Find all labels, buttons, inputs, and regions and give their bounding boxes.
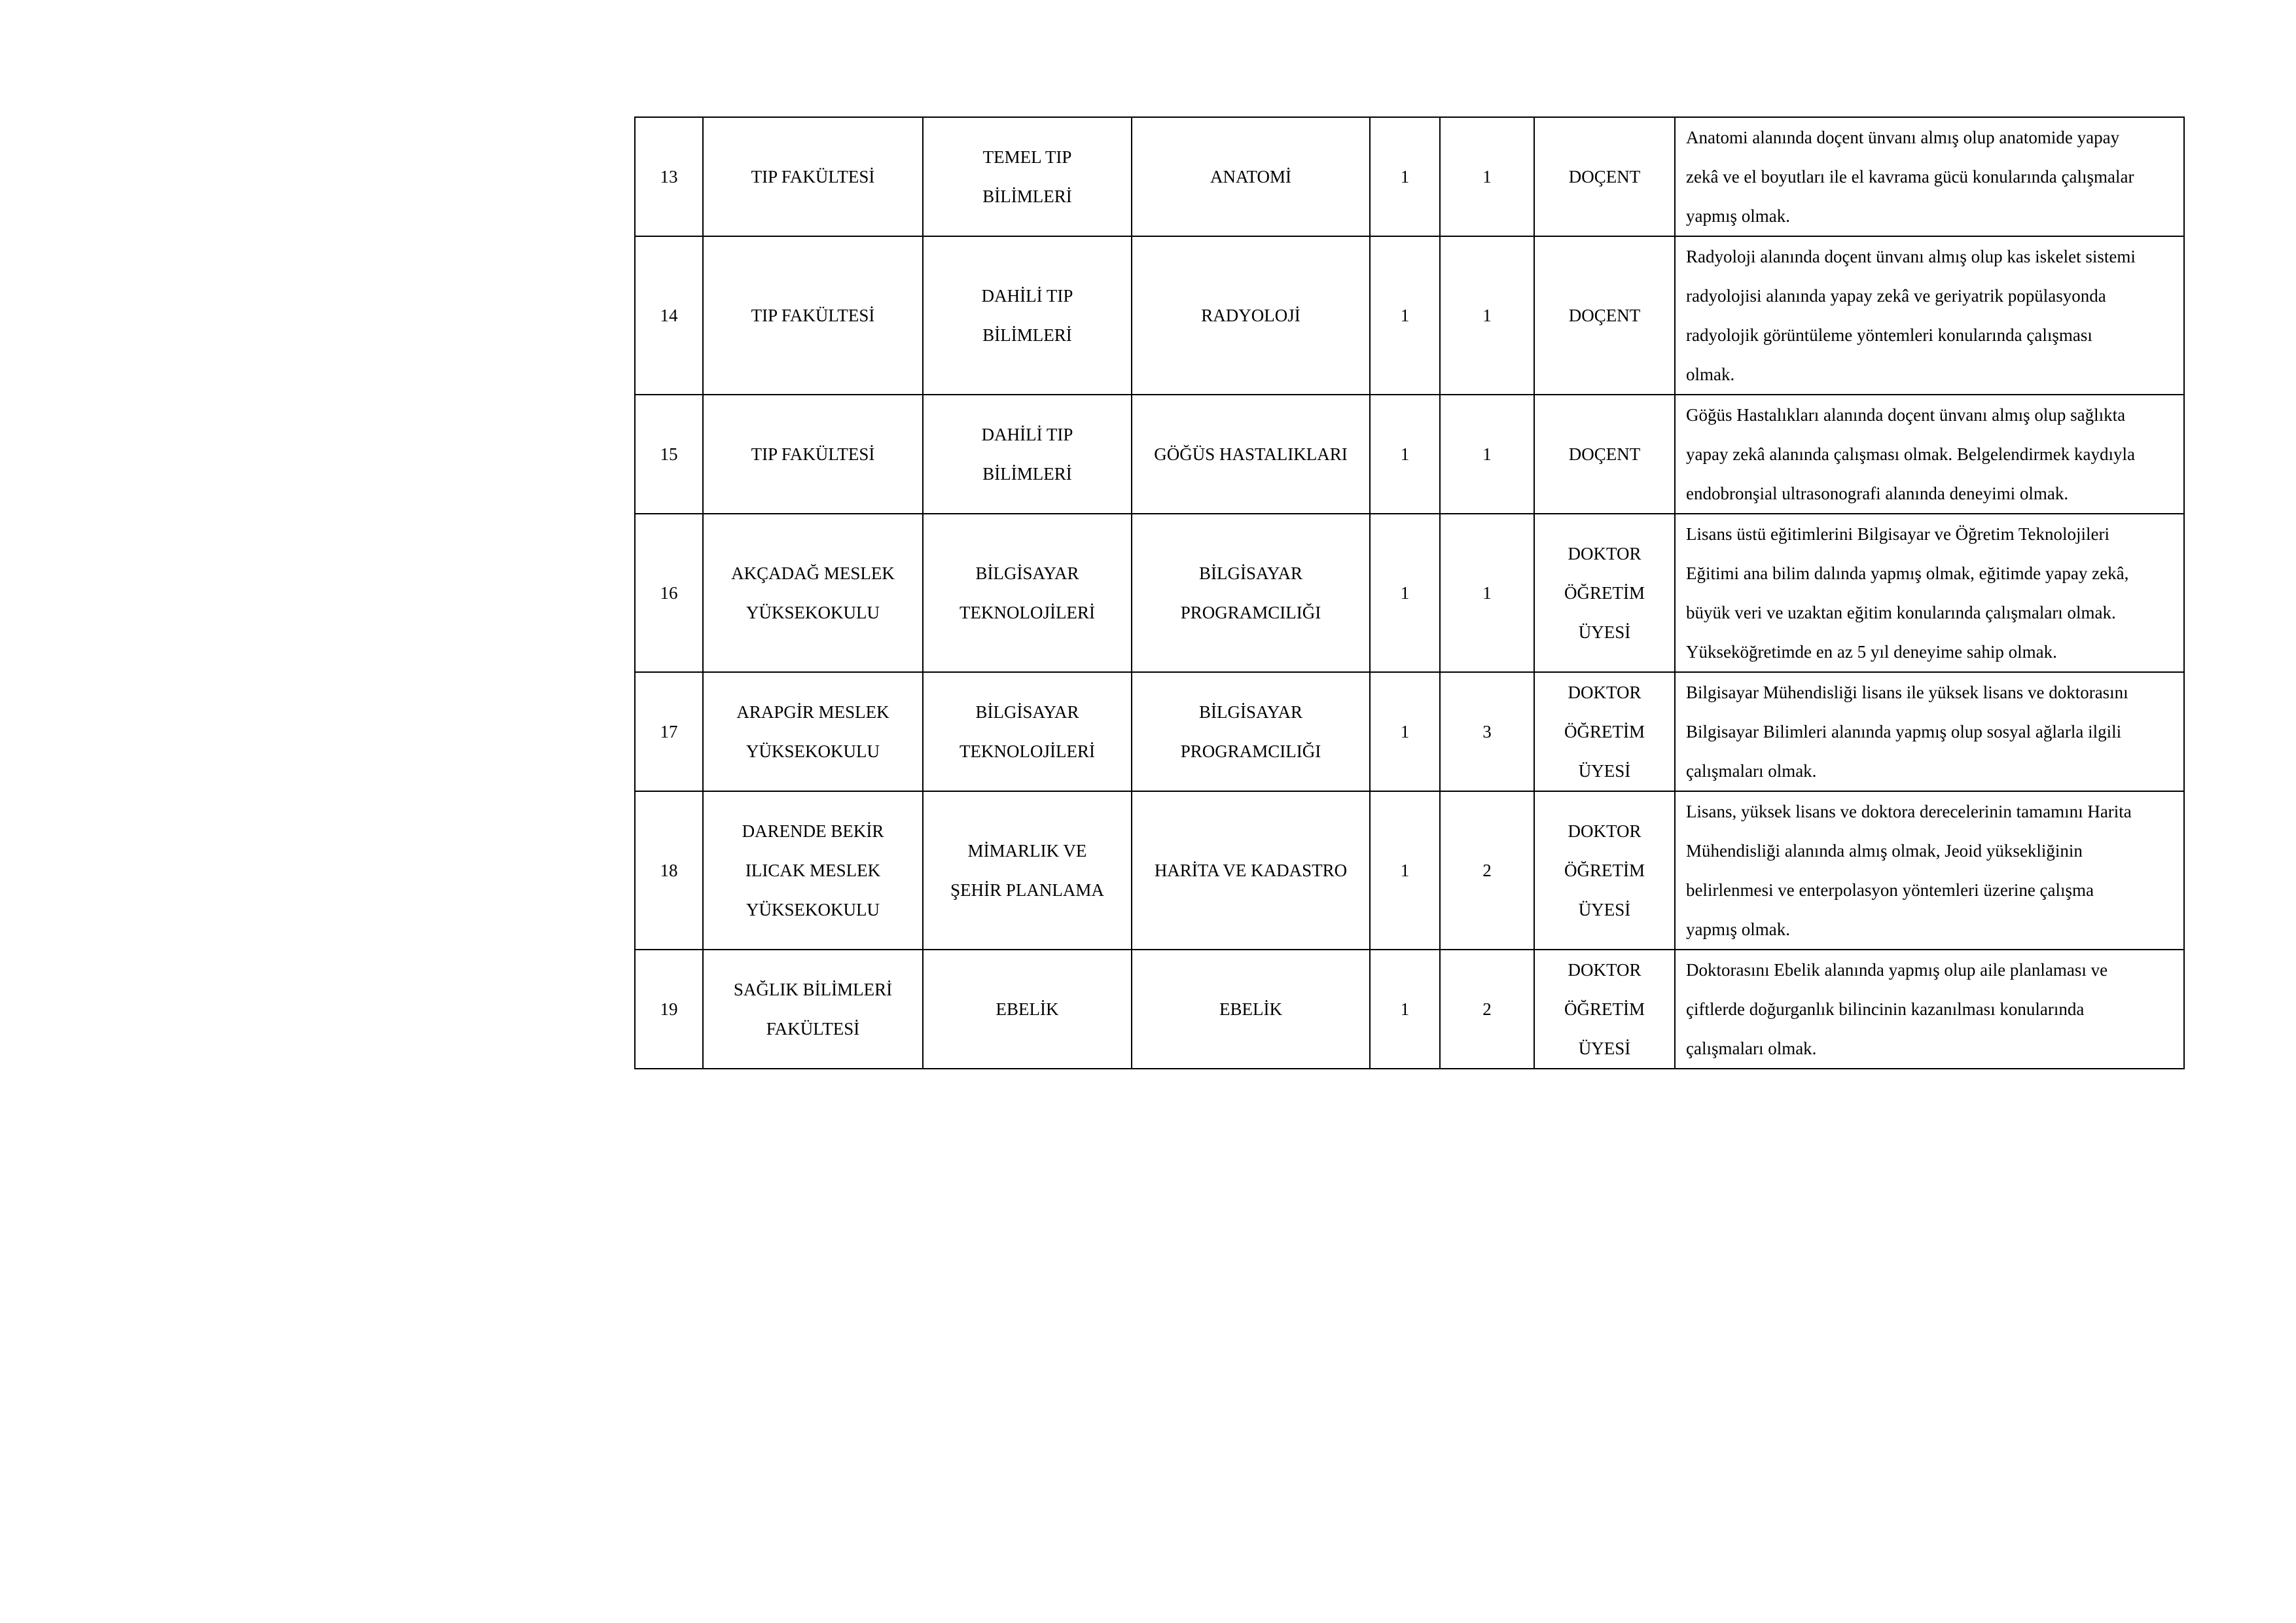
department-cell: DAHİLİ TIP BİLİMLERİ <box>923 236 1132 395</box>
program-cell: ANATOMİ <box>1132 117 1370 236</box>
department-cell: MİMARLIK VE ŞEHİR PLANLAMA <box>923 791 1132 950</box>
title-cell: DOÇENT <box>1534 117 1675 236</box>
unit-cell: AKÇADAĞ MESLEK YÜKSEKOKULU <box>703 514 923 672</box>
department-cell: TEMEL TIP BİLİMLERİ <box>923 117 1132 236</box>
program-cell: RADYOLOJİ <box>1132 236 1370 395</box>
table-row <box>635 395 2184 514</box>
count-b-cell: 2 <box>1440 791 1534 950</box>
program-cell: BİLGİSAYAR PROGRAMCILIĞI <box>1132 514 1370 672</box>
table-row <box>635 672 2184 791</box>
description-cell: Lisans üstü eğitimlerini Bilgisayar ve Öğretim Teknolojileri Eğitimi ana bilim dalında yapmış olmak, eğitimde yapay zekâ, büyük veri ve uzaktan eğitim konularında çalışmaları olmak. Yükseköğretimde en az 5 yıl deneyime sahip olmak. <box>1675 514 2184 672</box>
count-a-cell: 1 <box>1370 791 1440 950</box>
positions-table <box>634 116 2185 1069</box>
count-a-cell: 1 <box>1370 117 1440 236</box>
row-number: 14 <box>635 236 703 395</box>
row-number: 18 <box>635 791 703 950</box>
title-cell: DOÇENT <box>1534 395 1675 514</box>
row-number: 19 <box>635 950 703 1069</box>
unit-cell: TIP FAKÜLTESİ <box>703 395 923 514</box>
department-cell: DAHİLİ TIP BİLİMLERİ <box>923 395 1132 514</box>
table-row <box>635 791 2184 950</box>
count-a-cell: 1 <box>1370 395 1440 514</box>
count-b-cell: 2 <box>1440 950 1534 1069</box>
unit-cell: SAĞLIK BİLİMLERİ FAKÜLTESİ <box>703 950 923 1069</box>
description-cell: Anatomi alanında doçent ünvanı almış olup anatomide yapay zekâ ve el boyutları ile el kavrama gücü konularında çalışmalar yapmış olmak. <box>1675 117 2184 236</box>
unit-cell: TIP FAKÜLTESİ <box>703 117 923 236</box>
count-a-cell: 1 <box>1370 236 1440 395</box>
count-b-cell: 1 <box>1440 514 1534 672</box>
description-cell: Lisans, yüksek lisans ve doktora derecelerinin tamamını Harita Mühendisliği alanında almış olmak, Jeoid yüksekliğinin belirlenmesi ve enterpolasyon yöntemleri üzerine çalışma yapmış olmak. <box>1675 791 2184 950</box>
program-cell: BİLGİSAYAR PROGRAMCILIĞI <box>1132 672 1370 791</box>
program-cell: EBELİK <box>1132 950 1370 1069</box>
title-cell: DOÇENT <box>1534 236 1675 395</box>
description-cell: Bilgisayar Mühendisliği lisans ile yüksek lisans ve doktorasını Bilgisayar Bilimleri alanında yapmış olup sosyal ağlarla ilgili çalışmaları olmak. <box>1675 672 2184 791</box>
row-number: 17 <box>635 672 703 791</box>
table-row <box>635 950 2184 1069</box>
description-cell: Doktorasını Ebelik alanında yapmış olup aile planlaması ve çiftlerde doğurganlık bilincinin kazanılması konularında çalışmaları olmak. <box>1675 950 2184 1069</box>
row-number: 13 <box>635 117 703 236</box>
unit-cell: TIP FAKÜLTESİ <box>703 236 923 395</box>
table-row <box>635 514 2184 672</box>
row-number: 16 <box>635 514 703 672</box>
title-cell: DOKTOR ÖĞRETİM ÜYESİ <box>1534 791 1675 950</box>
title-cell: DOKTOR ÖĞRETİM ÜYESİ <box>1534 514 1675 672</box>
count-b-cell: 1 <box>1440 117 1534 236</box>
unit-cell: ARAPGİR MESLEK YÜKSEKOKULU <box>703 672 923 791</box>
count-a-cell: 1 <box>1370 672 1440 791</box>
program-cell: HARİTA VE KADASTRO <box>1132 791 1370 950</box>
department-cell: BİLGİSAYAR TEKNOLOJİLERİ <box>923 514 1132 672</box>
count-a-cell: 1 <box>1370 950 1440 1069</box>
table-row <box>635 117 2184 236</box>
department-cell: BİLGİSAYAR TEKNOLOJİLERİ <box>923 672 1132 791</box>
table-row <box>635 236 2184 395</box>
description-cell: Göğüs Hastalıkları alanında doçent ünvanı almış olup sağlıkta yapay zekâ alanında çalışması olmak. Belgelendirmek kaydıyla endobronşial ultrasonografi alanında deneyimi olmak. <box>1675 395 2184 514</box>
count-b-cell: 3 <box>1440 672 1534 791</box>
count-b-cell: 1 <box>1440 236 1534 395</box>
count-b-cell: 1 <box>1440 395 1534 514</box>
title-cell: DOKTOR ÖĞRETİM ÜYESİ <box>1534 672 1675 791</box>
count-a-cell: 1 <box>1370 514 1440 672</box>
department-cell: EBELİK <box>923 950 1132 1069</box>
title-cell: DOKTOR ÖĞRETİM ÜYESİ <box>1534 950 1675 1069</box>
row-number: 15 <box>635 395 703 514</box>
unit-cell: DARENDE BEKİR ILICAK MESLEK YÜKSEKOKULU <box>703 791 923 950</box>
program-cell: GÖĞÜS HASTALIKLARI <box>1132 395 1370 514</box>
description-cell: Radyoloji alanında doçent ünvanı almış olup kas iskelet sistemi radyolojisi alanında yapay zekâ ve geriyatrik popülasyonda radyolojik görüntüleme yöntemleri konularında çalışması olmak. <box>1675 236 2184 395</box>
